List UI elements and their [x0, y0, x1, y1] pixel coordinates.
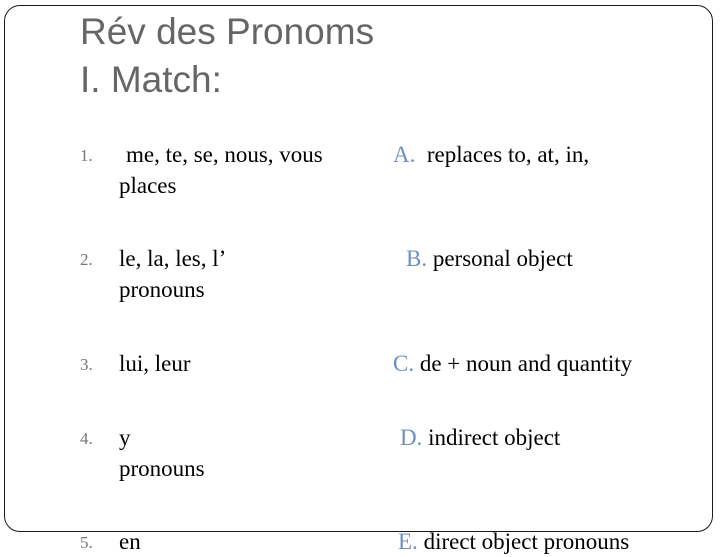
item-3 [119, 348, 191, 379]
item-number-4: 4. [80, 429, 93, 448]
match-e-letter: E. [398, 529, 418, 554]
item-number-2: 2. [80, 250, 93, 269]
match-e-text: direct object pronouns [423, 529, 630, 554]
title-line-2: I. Match: [80, 59, 222, 100]
item-4-line-2: pronouns [119, 456, 205, 481]
item-number-1: 1. [80, 146, 93, 165]
item-4 [119, 422, 205, 484]
item-2 [119, 243, 226, 305]
match-b-letter: B. [406, 246, 428, 271]
item-2-line-1: le, la, les, l’ [119, 246, 227, 271]
item-2-line-2: pronouns [119, 277, 205, 302]
match-d-text: indirect object [428, 425, 561, 450]
item-1-line-1: me, te, se, nous, vous [126, 142, 323, 167]
item-5 [119, 526, 141, 557]
item-4-line-1: y [119, 425, 131, 450]
match-a [393, 139, 589, 170]
match-d [400, 422, 560, 453]
title-line-1: Rév des Pronoms [80, 11, 375, 52]
item-5-line-1: en [119, 529, 141, 554]
match-a-text: replaces to, at, in, [426, 142, 590, 167]
match-b-text: personal object [432, 246, 573, 271]
match-b [406, 243, 573, 274]
match-d-letter: D. [400, 425, 423, 450]
item-1 [119, 139, 323, 201]
item-3-line-1: lui, leur [119, 351, 191, 376]
match-a-letter: A. [393, 142, 416, 167]
match-e [398, 526, 629, 557]
item-number-5: 5. [80, 533, 93, 552]
match-c-text: de + noun and quantity [419, 351, 633, 376]
item-number-3: 3. [80, 355, 93, 374]
slide-title [80, 8, 374, 104]
match-c [393, 348, 632, 379]
match-c-letter: C. [393, 351, 415, 376]
item-1-line-2: places [119, 173, 177, 198]
